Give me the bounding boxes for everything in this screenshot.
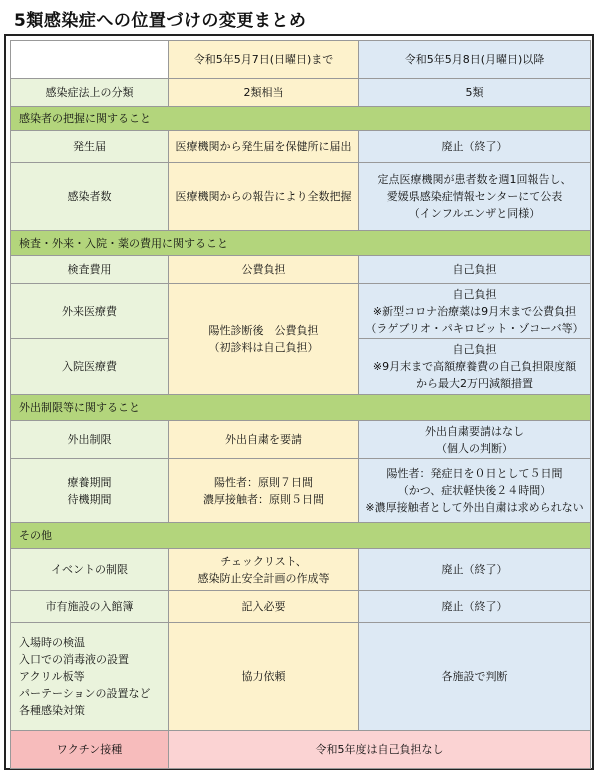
row-label-outpatient: 外来医療費 bbox=[11, 284, 169, 339]
section-heading-outing: 外出制限等に関すること bbox=[11, 395, 591, 421]
recovery-after: 陽性者：発症日を０日として５日間 （かつ、症状軽快後２４時間） ※濃厚接触者として外出自粛は求められない bbox=[359, 459, 591, 523]
events-before: チェックリスト、 感染防止安全計画の作成等 bbox=[169, 549, 359, 591]
facility-after: 廃止（終了） bbox=[359, 591, 591, 623]
header-after: 令和5年5月8日(月曜日)以降 bbox=[359, 41, 591, 79]
section-heading-costs: 検査・外来・入院・薬の費用に関すること bbox=[11, 231, 591, 256]
test-cost-before: 公費負担 bbox=[169, 256, 359, 284]
onset-report-before: 医療機関から発生届を保健所に届出 bbox=[169, 131, 359, 163]
medical-cost-before: 陽性診断後 公費負担 （初診料は自己負担） bbox=[169, 284, 359, 395]
recovery-before: 陽性者：原則７日間 濃厚接触者：原則５日間 bbox=[169, 459, 359, 523]
table-row bbox=[11, 131, 591, 163]
row-label-onset-report: 発生届 bbox=[11, 131, 169, 163]
header-row bbox=[11, 41, 591, 79]
vaccine-value: 令和5年度は自己負担なし bbox=[169, 731, 591, 769]
patient-count-before: 医療機関からの報告により全数把握 bbox=[169, 163, 359, 231]
comparison-table bbox=[10, 40, 591, 769]
section-row bbox=[11, 523, 591, 549]
table-row bbox=[11, 591, 591, 623]
row-label-classification: 感染症法上の分類 bbox=[11, 79, 169, 107]
row-label-vaccine: ワクチン接種 bbox=[11, 731, 169, 769]
outpatient-after: 自己負担 ※新型コロナ治療薬は9月末まで公費負担 （ラゲブリオ・パキロビット・ゾコーバ等） bbox=[359, 284, 591, 339]
table-row bbox=[11, 163, 591, 231]
row-label-measures: 入場時の検温 入口での消毒液の設置 アクリル板等 パーテーションの設置など 各種感染対策 bbox=[11, 623, 169, 731]
row-label-patient-count: 感染者数 bbox=[11, 163, 169, 231]
outing-before: 外出自粛を要請 bbox=[169, 421, 359, 459]
row-label-recovery: 療養期間 待機期間 bbox=[11, 459, 169, 523]
table-row bbox=[11, 256, 591, 284]
row-label-outing: 外出制限 bbox=[11, 421, 169, 459]
measures-after: 各施設で判断 bbox=[359, 623, 591, 731]
table-row bbox=[11, 623, 591, 731]
facility-before: 記入必要 bbox=[169, 591, 359, 623]
header-before: 令和5年5月7日(日曜日)まで bbox=[169, 41, 359, 79]
section-heading-other: その他 bbox=[11, 523, 591, 549]
table-row bbox=[11, 549, 591, 591]
table-row bbox=[11, 421, 591, 459]
patient-count-after: 定点医療機関が患者数を週1回報告し、 愛媛県感染症情報センターにて公表 （インフルエンザと同様） bbox=[359, 163, 591, 231]
row-label-facility: 市有施設の入館簿 bbox=[11, 591, 169, 623]
header-corner bbox=[11, 41, 169, 79]
table-row bbox=[11, 284, 591, 339]
table-row bbox=[11, 459, 591, 523]
row-label-inpatient: 入院医療費 bbox=[11, 339, 169, 395]
row-label-events: イベントの制限 bbox=[11, 549, 169, 591]
section-row bbox=[11, 231, 591, 256]
test-cost-after: 自己負担 bbox=[359, 256, 591, 284]
section-row bbox=[11, 395, 591, 421]
section-heading-tracking: 感染者の把握に関すること bbox=[11, 107, 591, 131]
row-label-test-cost: 検査費用 bbox=[11, 256, 169, 284]
classification-before: 2類相当 bbox=[169, 79, 359, 107]
inpatient-after: 自己負担 ※9月末まで高額療養費の自己負担限度額 から最大2万円減額措置 bbox=[359, 339, 591, 395]
measures-before: 協力依頼 bbox=[169, 623, 359, 731]
outing-after: 外出自粛要請はなし （個人の判断） bbox=[359, 421, 591, 459]
table-row bbox=[11, 79, 591, 107]
section-row bbox=[11, 107, 591, 131]
classification-after: 5類 bbox=[359, 79, 591, 107]
page-title: 5類感染症への位置づけの変更まとめ bbox=[14, 11, 307, 31]
onset-report-after: 廃止（終了） bbox=[359, 131, 591, 163]
table-row bbox=[11, 731, 591, 769]
events-after: 廃止（終了） bbox=[359, 549, 591, 591]
